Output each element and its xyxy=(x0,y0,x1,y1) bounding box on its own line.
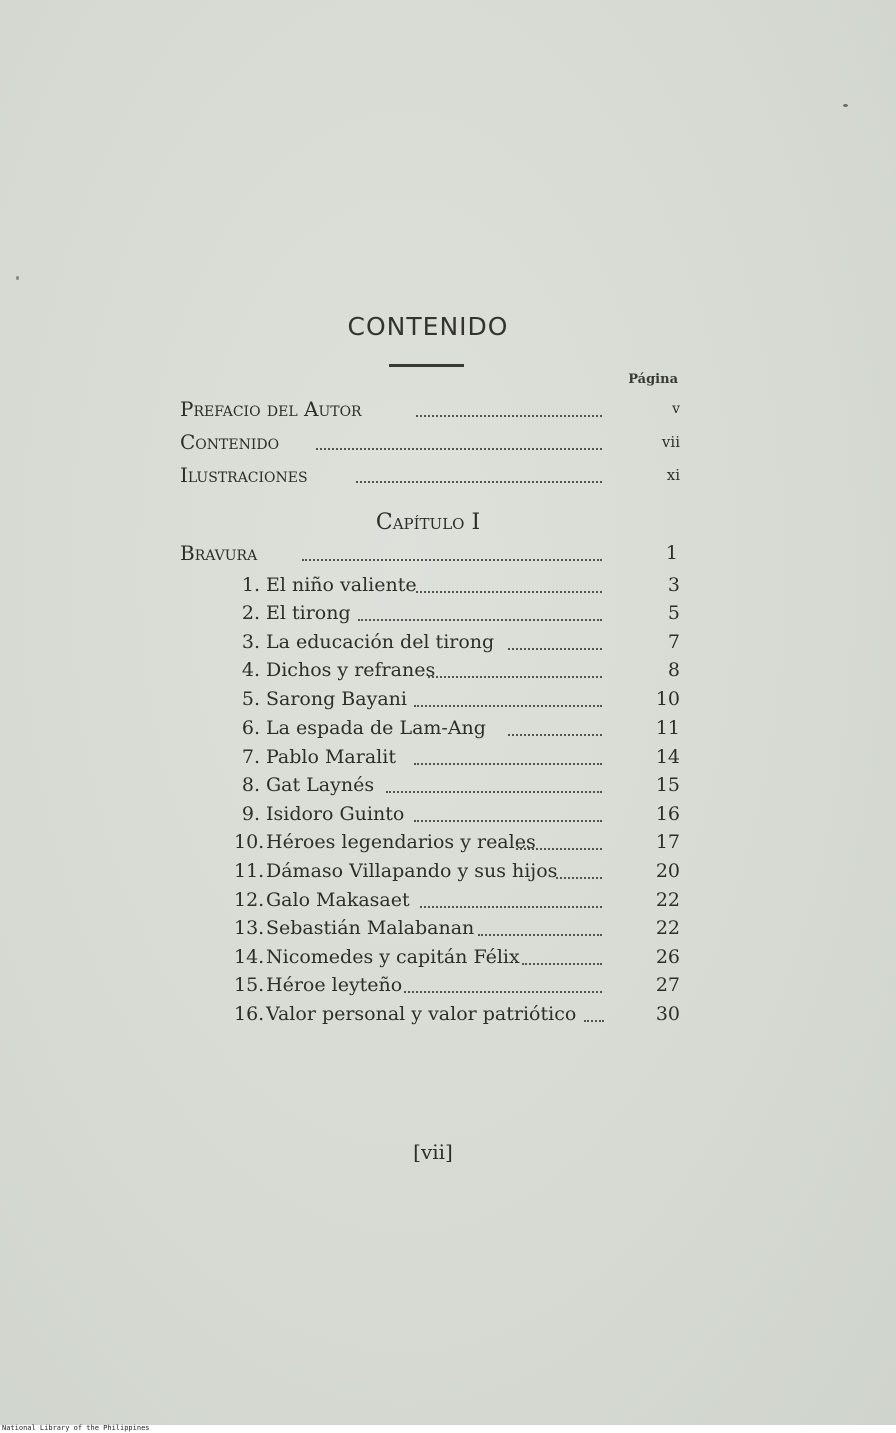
page-title: CONTENIDO xyxy=(347,312,509,341)
entry-title: Galo Makasaet xyxy=(266,889,410,911)
entry-number: 12. xyxy=(234,889,265,911)
toc-entry xyxy=(0,800,896,828)
entry-number: 11. xyxy=(234,860,265,882)
library-footer: National Library of the Philippines xyxy=(2,1424,150,1432)
chapter-heading: Capítulo I xyxy=(375,510,481,535)
toc-row-section xyxy=(0,539,896,567)
toc-page: vii xyxy=(661,433,680,451)
title-rule xyxy=(389,364,464,367)
toc-entry xyxy=(0,971,896,999)
leader-dots xyxy=(516,822,602,850)
entry-page: 27 xyxy=(655,974,680,996)
entry-number: 10. xyxy=(234,831,265,853)
entry-title: Nicomedes y capitán Félix xyxy=(266,946,520,968)
entry-number: 16. xyxy=(234,1003,265,1025)
entry-number: 2. xyxy=(241,602,260,624)
leader-dots xyxy=(428,650,602,678)
entry-number: 15. xyxy=(234,974,265,996)
leader-dots xyxy=(522,937,602,965)
leader-dots xyxy=(556,851,602,879)
leader-dots xyxy=(302,533,602,561)
toc-entry xyxy=(0,914,896,942)
page-column-header: Página xyxy=(628,372,678,387)
entry-title: Héroes legendarios y reales xyxy=(266,831,536,853)
entry-page: 3 xyxy=(667,574,680,596)
leader-dots xyxy=(508,708,602,736)
entry-number: 6. xyxy=(241,717,260,739)
toc-row-contenido xyxy=(0,428,896,456)
entry-title: Dámaso Villapando y sus hijos xyxy=(266,860,558,882)
entry-number: 14. xyxy=(234,946,265,968)
toc-label: Ilustraciones xyxy=(180,463,308,487)
entry-page: 15 xyxy=(655,774,680,796)
leader-dots xyxy=(420,880,602,908)
entry-number: 8. xyxy=(241,774,260,796)
entry-number: 13. xyxy=(234,917,265,939)
entry-page: 8 xyxy=(667,659,680,681)
entry-page: 30 xyxy=(655,1003,680,1025)
toc-entry xyxy=(0,828,896,856)
leader-dots xyxy=(414,737,602,765)
entry-title: Sebastián Malabanan xyxy=(266,917,475,939)
toc-row-ilustraciones xyxy=(0,461,896,489)
toc-label: Prefacio del Autor xyxy=(180,397,362,421)
leader-dots xyxy=(416,389,602,417)
entry-page: 22 xyxy=(655,889,680,911)
entry-number: 9. xyxy=(241,803,260,825)
leader-dots xyxy=(316,422,602,450)
entry-page: 5 xyxy=(667,602,680,624)
entry-page: 14 xyxy=(655,746,680,768)
leader-dots xyxy=(478,908,602,936)
paper-speck xyxy=(843,104,848,107)
toc-entry xyxy=(0,1000,896,1028)
leader-dots xyxy=(386,765,602,793)
entry-title: La espada de Lam-Ang xyxy=(266,717,486,739)
section-page: 1 xyxy=(665,542,678,564)
leader-dots xyxy=(584,994,604,1022)
section-label: Bravura xyxy=(180,541,258,565)
entry-number: 4. xyxy=(241,659,260,681)
entry-page: 17 xyxy=(655,831,680,853)
entry-number: 5. xyxy=(241,688,260,710)
entry-number: 1. xyxy=(241,574,260,596)
entry-title: Valor personal y valor patriótico xyxy=(266,1003,577,1025)
toc-page: xi xyxy=(666,466,680,484)
toc-entry xyxy=(0,886,896,914)
entry-page: 11 xyxy=(655,717,680,739)
toc-entry xyxy=(0,599,896,627)
toc-page: v xyxy=(672,401,680,417)
entry-page: 7 xyxy=(667,631,680,653)
toc-entry xyxy=(0,685,896,713)
entry-title: El niño valiente xyxy=(266,574,417,596)
entry-number: 3. xyxy=(241,631,260,653)
entry-page: 10 xyxy=(655,688,680,710)
leader-dots xyxy=(416,565,602,593)
leader-dots xyxy=(508,622,602,650)
entry-title: Dichos y refranes xyxy=(266,659,436,681)
entry-title: Pablo Maralit xyxy=(266,746,396,768)
leader-dots xyxy=(356,455,602,483)
leader-dots xyxy=(404,965,602,993)
leader-dots xyxy=(414,679,602,707)
entry-page: 16 xyxy=(655,803,680,825)
page-folio: [vii] xyxy=(413,1140,453,1164)
entry-title: Isidoro Guinto xyxy=(266,803,405,825)
entry-page: 26 xyxy=(655,946,680,968)
leader-dots xyxy=(358,593,602,621)
toc-label: Contenido xyxy=(180,430,280,454)
entry-title: La educación del tirong xyxy=(266,631,495,653)
entry-title: Sarong Bayani xyxy=(266,688,407,710)
entry-title: Gat Laynés xyxy=(266,774,375,796)
entry-number: 7. xyxy=(241,746,260,768)
entry-page: 20 xyxy=(655,860,680,882)
toc-row-prefacio xyxy=(0,395,896,423)
entry-title: El tirong xyxy=(266,602,351,624)
entry-title: Héroe leyteño xyxy=(266,974,403,996)
entry-page: 22 xyxy=(655,917,680,939)
leader-dots xyxy=(414,794,602,822)
paper-speck xyxy=(16,276,19,280)
